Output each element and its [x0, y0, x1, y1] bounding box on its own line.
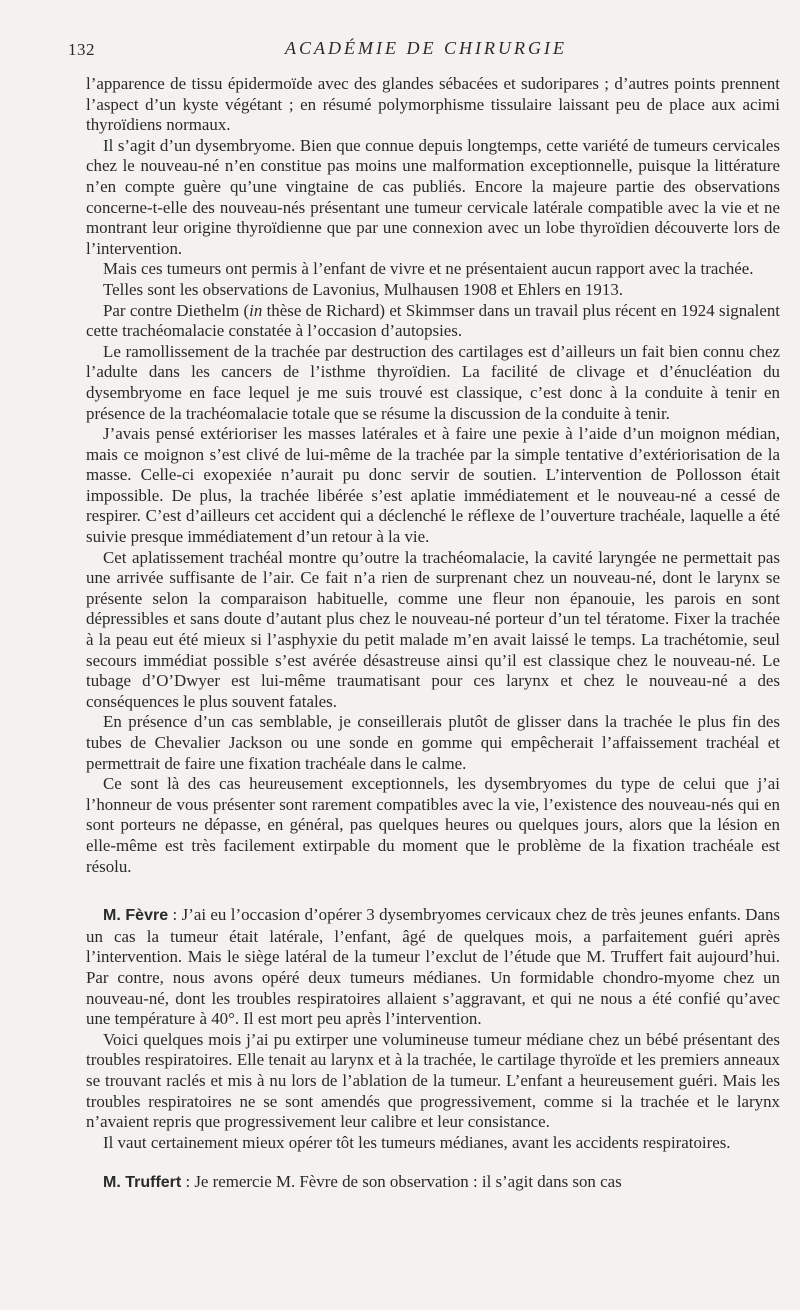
running-head: ACADÉMIE DE CHIRURGIE	[285, 38, 567, 58]
paragraph: Le ramollissement de la trachée par destruction des cartilages est d’ailleurs un fait bien connu chez l’adulte dans les cancers de l’isthme thyroïdien. La facilité de clivage et d’énucléation du dysembryome en face lequel je me suis trouvé est classique, c’est donc à la conduite à tenir en présence de la trachéomalacie totale que se résume la discussion de la conduite à tenir.	[86, 341, 780, 423]
body-text	[86, 74, 780, 1194]
paragraph: Telles sont les observations de Lavonius, Mulhausen 1908 et Ehlers en 1913.	[103, 279, 623, 299]
paragraph: Mais ces tumeurs ont permis à l’enfant de vivre et ne présentaient aucun rapport avec la trachée.	[103, 259, 754, 279]
paragraph: Ce sont là des cas heureusement exceptionnels, les dysembryomes du type de celui que j’ai l’honneur de vous présenter sont rarement compatibles avec la vie, l’existence des nouveau-nés qui en sont porteurs ne dépasse, en général, pas quelques heures ou quelques jours, alors que la lésion en elle-même est très facilement extirpable du moment que le problème de la fixation trachéale est résolu.	[86, 774, 780, 876]
discussion-paragraph	[86, 905, 780, 1030]
paragraph: J’avais pensé extérioriser les masses latérales et à faire une pexie à l’aide d’un moignon médian, mais ce moignon s’est clivé de lui-même de la trachée par la simple tentative d’extériorisation de la masse. Celle-ci exopexiée n’aurait pu donc servir de soutien. L’intervention de Pollosson était impossible. De plus, la trachée libérée s’est aplatie immédiatement et le nouveau-né a cessé de respirer. C’est d’ailleurs cet accident qui a déclenché le réflexe de l’ouverture trachéale, laquelle a été suivie presque immédiatement d’un retour à la vie.	[86, 424, 780, 547]
paragraph: En présence d’un cas semblable, je conseillerais plutôt de glisser dans la trachée le plus fin des tubes de Chevalier Jackson ou une sonde en gomme qui empêcherait l’affaissement trachéal et permettrait de faire une fixation trachéale dans le calme.	[86, 712, 780, 773]
paragraph: Voici quelques mois j’ai pu extirper une volumineuse tumeur médiane chez un bébé présentant des troubles respiratoires. Elle tenait au larynx et à la trachée, le cartilage thyroïde et les premiers anneaux se trouvant raclés et mis à nu lors de l’ablation de la tumeur. L’enfant a heureusement guéri. Mais les troubles respiratoires ne se sont amendés que progressivement, comme si la trachée et le larynx n’avaient repris que progressivement leur calibre et leur consistance.	[86, 1029, 780, 1132]
paragraph: Il s’agit d’un dysembryome. Bien que connue depuis longtemps, cette variété de tumeurs cervicales chez le nouveau-né n’en constitue pas moins une malformation exceptionnelle, puisque la littérature n’en compte guère qu’une vingtaine de cas publiés. Encore la majeure partie des observations concerne-t-elle des nouveau-nés présentant une tumeur cervicale latérale compatible avec la vie et ne montrant leur origine thyroïdienne que par une connexion avec un lobe thyroïdien découverte lors de l’intervention.	[86, 135, 780, 258]
page-header	[68, 38, 784, 62]
paragraph: Cet aplatissement trachéal montre qu’outre la trachéomalacie, la cavité laryngée ne permettait pas une arrivée suffisante de l’air. Ce fait n’a rien de surprenant chez un nouveau-né, dont le larynx se présente selon la comparaison habituelle, comme une fleur non épanouie, les parois en sont dépressibles et sans doute d’autant plus chez le nouveau-né porteur d’un tel tératome. Fixer la trachée à la peau eut été mieux si l’asphyxie du petit malade m’en avait laissé le temps. La trachétomie, seul secours immédiat possible s’est avérée désastreuse ainsi qu’il est classique chez le nouveau-né. Le tubage d’O’Dwyer est lui-même traumatisant pour ces larynx et chez le nouveau-né a des conséquences le plus souvent fatales.	[86, 547, 780, 711]
speaker-name: M. Fèvre	[103, 907, 169, 925]
paragraph: l’apparence de tissu épidermoïde avec des glandes sébacées et sudoripares ; d’autres points prennent l’aspect d’un kyste végétant ; en résumé polymorphisme tissulaire laissant peu de place aux acimi thyroïdiens normaux.	[86, 74, 780, 135]
paragraph-text: thèse de Richard) et Skimmser dans un travail plus récent en 1924 signalent cette trachéomalacie constatée à l’occasion d’autopsies.	[86, 300, 780, 341]
page-number: 132	[68, 40, 95, 59]
paragraph-text: : Je remercie M. Fèvre de son observation : il s’agit dans son cas	[181, 1172, 622, 1192]
discussion-paragraph	[86, 1172, 780, 1194]
paragraph-text: Par contre Diethelm (	[103, 300, 250, 320]
paragraph-text: : J’ai eu l’occasion d’opérer 3 dysembryomes cervicaux chez de très jeunes enfants. Dans un cas la tumeur était latérale, l’enfant, âgé de quelques mois, a parfaitement guéri après l’intervention. Mais le siège latéral de la tumeur l’exclut de l’étude que M. Truffert fait aujourd’hui. Par contre, nous avons opéré deux tumeurs médianes. Un formidable chondro-myome chez un nouveau-né, dont les troubles respiratoires allaient s’aggravant, et qui ne nous a été confié qu’avec une température à 40°. Il est mort peu après l’intervention.	[86, 905, 780, 1029]
paragraph	[86, 301, 780, 342]
paragraph: Il vaut certainement mieux opérer tôt les tumeurs médianes, avant les accidents respiratoires.	[103, 1132, 731, 1152]
speaker-name: M. Truffert	[103, 1174, 182, 1192]
italic-term: in	[249, 300, 263, 320]
